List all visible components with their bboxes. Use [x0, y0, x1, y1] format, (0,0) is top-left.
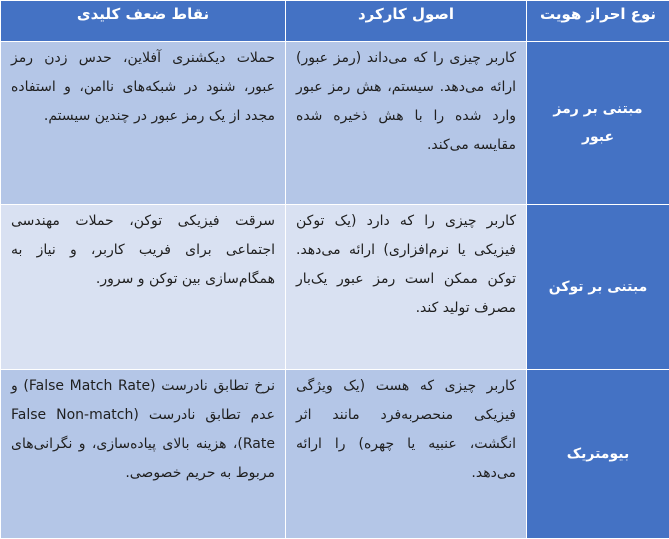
function-cell: [286, 205, 527, 370]
table-header-row: [1, 1, 669, 42]
weakness-text: نرخ تطابق نادرست (False Match Rate) و عدم تطابق نادرست (False Non-match Rate)، هزینه بالای پیاده‌سازی، و نگرانی‌های مربوط به حریم خصوصی.: [1, 370, 285, 488]
function-cell: [286, 42, 527, 205]
weakness-text: حملات دیکشنری آفلاین، حدس زدن رمز عبور، شنود در شبکه‌های ناامن، و استفاده مجدد از یک رمز عبور در چندین سیستم.: [1, 42, 285, 131]
header-function-label: اصول کارکرد: [286, 1, 526, 24]
weakness-cell: [1, 370, 286, 539]
type-cell: [527, 42, 669, 205]
type-label: مبتنی بر توکن: [527, 273, 669, 301]
function-text: کاربر چیزی را که دارد (یک توکن فیزیکی یا نرم‌افزاری) ارائه می‌دهد. توکن ممکن است رمز عبور یک‌بار مصرف تولید کند.: [286, 205, 526, 323]
header-function: [286, 1, 527, 42]
type-cell: [527, 205, 669, 370]
function-text: کاربر چیزی را که می‌داند (رمز عبور) ارائه می‌دهد. سیستم، هش رمز عبور وارد شده را با هش ذخیره شده مقایسه می‌کند.: [286, 42, 526, 160]
header-type: [527, 1, 669, 42]
type-label: مبتنی بر رمز عبور: [527, 95, 669, 151]
header-type-label: نوع احراز هویت: [527, 1, 669, 24]
weakness-cell: [1, 205, 286, 370]
type-cell: [527, 370, 669, 539]
function-text: کاربر چیزی که هست (یک ویژگی فیزیکی منحصربه‌فرد مانند اثر انگشت، عنبیه یا چهره) را ارائه می‌دهد.: [286, 370, 526, 488]
header-weakness-label: نقاط ضعف کلیدی: [1, 1, 285, 24]
table-row: [1, 370, 669, 539]
type-label: بیومتریک: [527, 440, 669, 468]
table-row: [1, 42, 669, 205]
weakness-text: سرقت فیزیکی توکن، حملات مهندسی اجتماعی برای فریب کاربر، و نیاز به همگام‌سازی بین توکن و سرور.: [1, 205, 285, 294]
header-weakness: [1, 1, 286, 42]
table-row: [1, 205, 669, 370]
function-cell: [286, 370, 527, 539]
weakness-cell: [1, 42, 286, 205]
